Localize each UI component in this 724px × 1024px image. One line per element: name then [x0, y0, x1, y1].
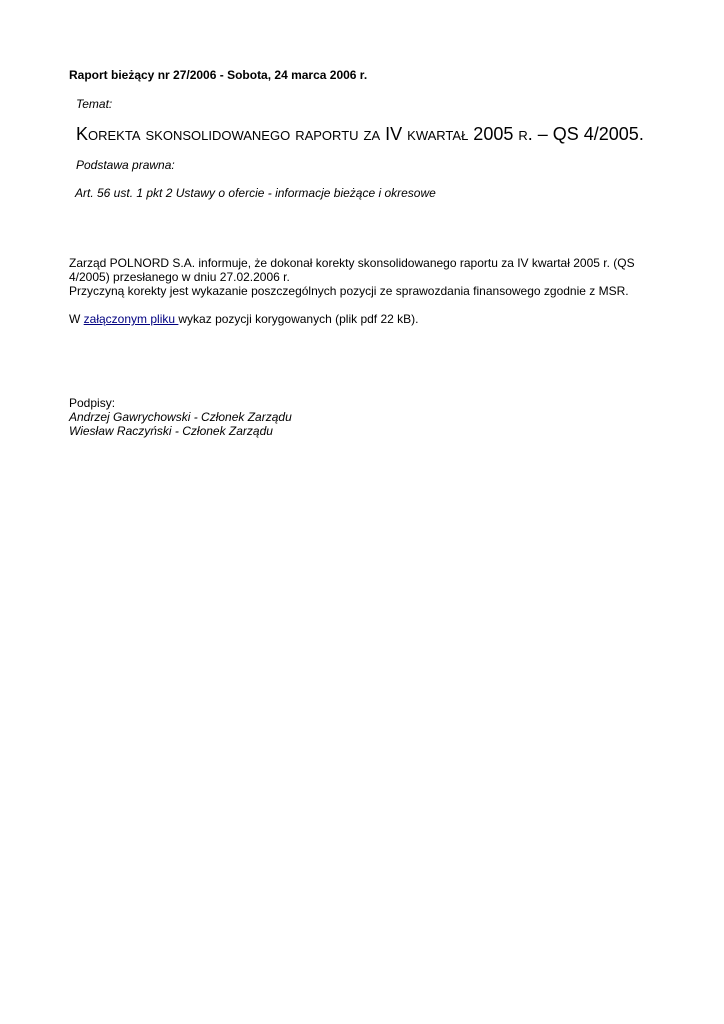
document-title: Korekta skonsolidowanego raportu za IV kwartał 2005 r. – QS 4/2005. [76, 124, 644, 144]
attachment-suffix: wykaz pozycji korygowanych (plik pdf 22 kB). [178, 312, 419, 326]
attachment-prefix: W [69, 312, 84, 326]
report-header: Raport bieżący nr 27/2006 - Sobota, 24 marca 2006 r. [69, 68, 368, 82]
signatures-block [69, 396, 292, 438]
signatures-label: Podpisy: [69, 396, 116, 410]
attachment-link[interactable]: załączonym pliku [83, 312, 179, 326]
signature-name: Wiesław Raczyński - Członek Zarządu [69, 424, 273, 438]
body-text [69, 256, 659, 298]
body-paragraph-2: Przyczyną korekty jest wykazanie poszczególnych pozycji ze sprawozdania finansowego zgodnie z MSR. [69, 284, 629, 298]
body-paragraph-1: Zarząd POLNORD S.A. informuje, że dokonał korekty skonsolidowanego raportu za IV kwartał 2005 r. (QS 4/2005) przesłanego w dniu 27.02.2006 r. [69, 256, 635, 284]
legal-basis-text: Art. 56 ust. 1 pkt 2 Ustawy o ofercie - informacje bieżące i okresowe [75, 186, 436, 200]
attachment-line [69, 312, 418, 326]
signature-name: Andrzej Gawrychowski - Członek Zarządu [69, 410, 292, 424]
subject-label: Temat: [76, 97, 113, 111]
legal-basis-label: Podstawa prawna: [76, 158, 175, 172]
